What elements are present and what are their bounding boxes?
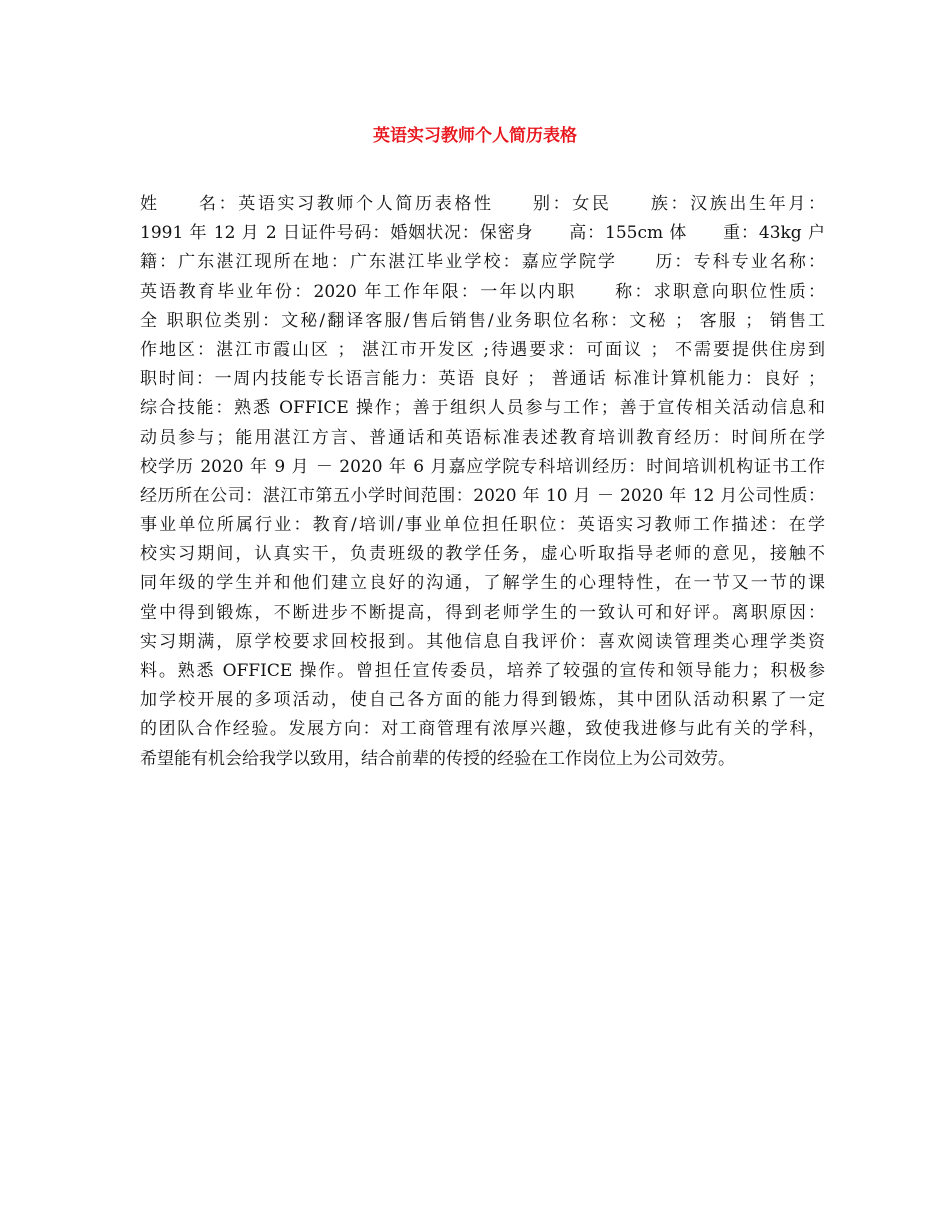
document-body xyxy=(140,190,825,774)
body-line: 加学校开展的多项活动，使自己各方面的能力得到锻炼，其中团队活动积累了一定 xyxy=(140,690,825,711)
body-line: 综合技能：熟悉 OFFICE 操作；善于组织人员参与工作；善于宣传相关活动信息和 xyxy=(140,398,825,419)
body-line: 职时间：一周内技能专长语言能力：英语 良好 ； 普通话 标准计算机能力：良好 ； xyxy=(140,369,825,390)
body-line: 全 职职位类别：文秘/翻译客服/售后销售/业务职位名称：文秘 ； 客服 ； 销售工 xyxy=(140,310,825,331)
body-line: 姓 名：英语实习教师个人简历表格性 别：女民 族：汉族出生年月： xyxy=(140,194,825,214)
body-line: 堂中得到锻炼，不断进步不断提高，得到老师学生的一致认可和好评。离职原因： xyxy=(140,602,825,623)
body-line: 动员参与；能用湛江方言、普通话和英语标准表述教育培训教育经历：时间所在学 xyxy=(140,427,825,448)
body-line: 籍：广东湛江现所在地：广东湛江毕业学校：嘉应学院学 历：专科专业名称： xyxy=(140,252,825,273)
body-line: 1991 年 12 月 2 日证件号码：婚姻状况：保密身 高：155cm 体 重：43kg 户 xyxy=(140,223,825,244)
body-line: 事业单位所属行业：教育/培训/事业单位担任职位：英语实习教师工作描述：在学 xyxy=(140,515,825,536)
body-line: 同年级的学生并和他们建立良好的沟通，了解学生的心理特性，在一节又一节的课 xyxy=(140,573,825,594)
body-line: 料。熟悉 OFFICE 操作。曾担任宣传委员，培养了较强的宣传和领导能力；积极参 xyxy=(140,661,825,681)
body-line: 英语教育毕业年份：2020 年工作年限：一年以内职 称：求职意向职位性质： xyxy=(140,281,825,302)
document-title: 英语实习教师个人简历表格 xyxy=(373,126,577,146)
body-line: 校学历 2020 年 9 月 － 2020 年 6 月嘉应学院专科培训经历：时间培训机构证书工作 xyxy=(140,456,825,477)
body-line: 作地区：湛江市霞山区 ； 湛江市开发区 ;待遇要求：可面议 ； 不需要提供住房到 xyxy=(140,339,825,360)
body-line: 经历所在公司：湛江市第五小学时间范围：2020 年 10 月 － 2020 年 12 月公司性质： xyxy=(140,485,825,506)
body-line: 的团队合作经验。发展方向：对工商管理有浓厚兴趣，致使我进修与此有关的学科， xyxy=(140,719,825,740)
body-line: 实习期满，原学校要求回校报到。其他信息自我评价：喜欢阅读管理类心理学类资 xyxy=(140,631,825,652)
body-line: 希望能有机会给我学以致用，结合前辈的传授的经验在工作岗位上为公司效劳。 xyxy=(140,748,735,769)
body-line: 校实习期间，认真实干，负责班级的教学任务，虚心听取指导老师的意见，接触不 xyxy=(140,544,825,565)
